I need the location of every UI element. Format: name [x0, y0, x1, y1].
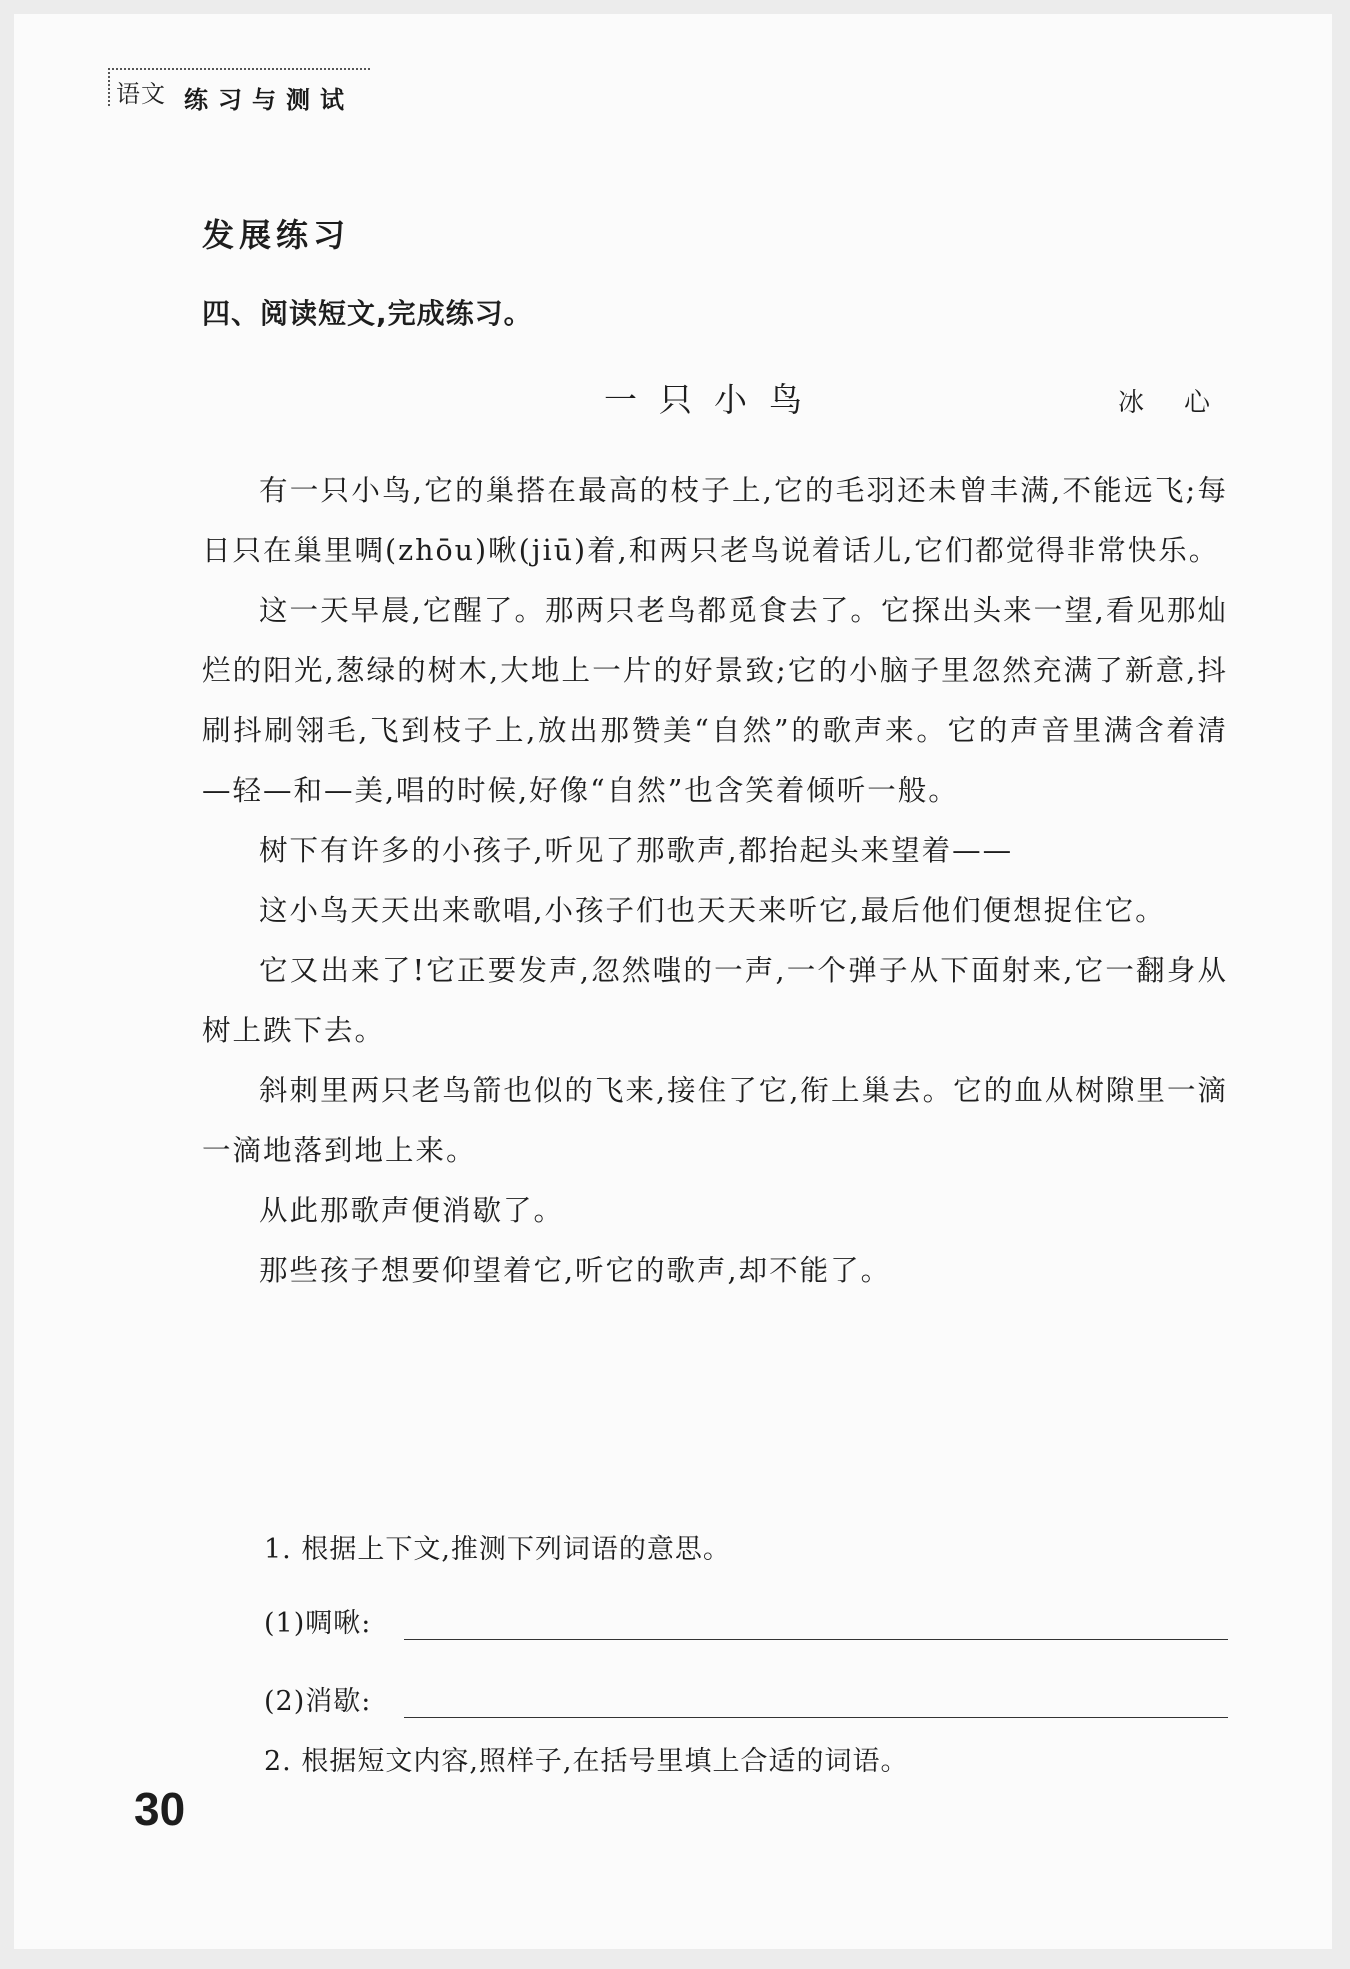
- header-dotted-rule: [108, 68, 370, 70]
- page-number: 30: [134, 1783, 186, 1835]
- section-title: 发展练习: [202, 216, 351, 254]
- article-passage: [202, 461, 1228, 1301]
- question-1-1-label: (1)啁啾:: [264, 1608, 372, 1639]
- passage-paragraph: 那些孩子想要仰望着它,听它的歌声,却不能了。: [259, 1254, 892, 1287]
- exercise-heading: 四、阅读短文,完成练习。: [202, 297, 533, 330]
- passage-paragraph: 从此那歌声便消歇了。: [259, 1194, 565, 1227]
- question-1-2: [264, 1684, 1228, 1720]
- passage-paragraph: 它又出来了!它正要发声,忽然嗤的一声,一个弹子从下面射来,它一翻身从树上跌下去。: [202, 954, 1228, 1047]
- passage-paragraph: 有一只小鸟,它的巢搭在最高的枝子上,它的毛羽还未曾丰满,不能远飞;每日只在巢里啁(zhōu)啾(jiū)着,和两只老鸟说着话儿,它们都觉得非常快乐。: [202, 474, 1228, 567]
- question-1-2-answer-line[interactable]: [404, 1717, 1228, 1718]
- book-title: 练习与测试: [184, 86, 354, 114]
- passage-paragraph: 这小鸟天天出来歌唱,小孩子们也天天来听它,最后他们便想捉住它。: [259, 894, 1166, 927]
- page-header: [94, 54, 374, 124]
- question-1: 1. 根据上下文,推测下列词语的意思。: [264, 1534, 731, 1565]
- article-author: 冰心: [1118, 388, 1251, 418]
- question-1-1: [264, 1606, 1228, 1642]
- passage-paragraph: 树下有许多的小孩子,听见了那歌声,都抬起头来望着——: [259, 834, 1014, 867]
- article-title: 一只小鸟: [604, 380, 824, 419]
- passage-paragraph: 斜刺里两只老鸟箭也似的飞来,接住了它,衔上巢去。它的血从树隙里一滴一滴地落到地上来。: [202, 1074, 1228, 1167]
- question-1-1-answer-line[interactable]: [404, 1639, 1228, 1640]
- question-2: 2. 根据短文内容,照样子,在括号里填上合适的词语。: [264, 1746, 909, 1777]
- subject-label: 语文: [116, 80, 166, 108]
- question-1-2-label: (2)消歇:: [264, 1686, 372, 1717]
- header-dotted-vertical-rule: [108, 68, 110, 106]
- passage-paragraph: 这一天早晨,它醒了。那两只老鸟都觅食去了。它探出头来一望,看见那灿烂的阳光,葱绿的树木,大地上一片的好景致;它的小脑子里忽然充满了新意,抖刷抖刷翎毛,飞到枝子上,放出那赞美“自然”的歌声来。它的声音里满含着清—轻—和—美,唱的时候,好像“自然”也含笑着倾听一般。: [202, 594, 1228, 807]
- workbook-page: [14, 14, 1332, 1949]
